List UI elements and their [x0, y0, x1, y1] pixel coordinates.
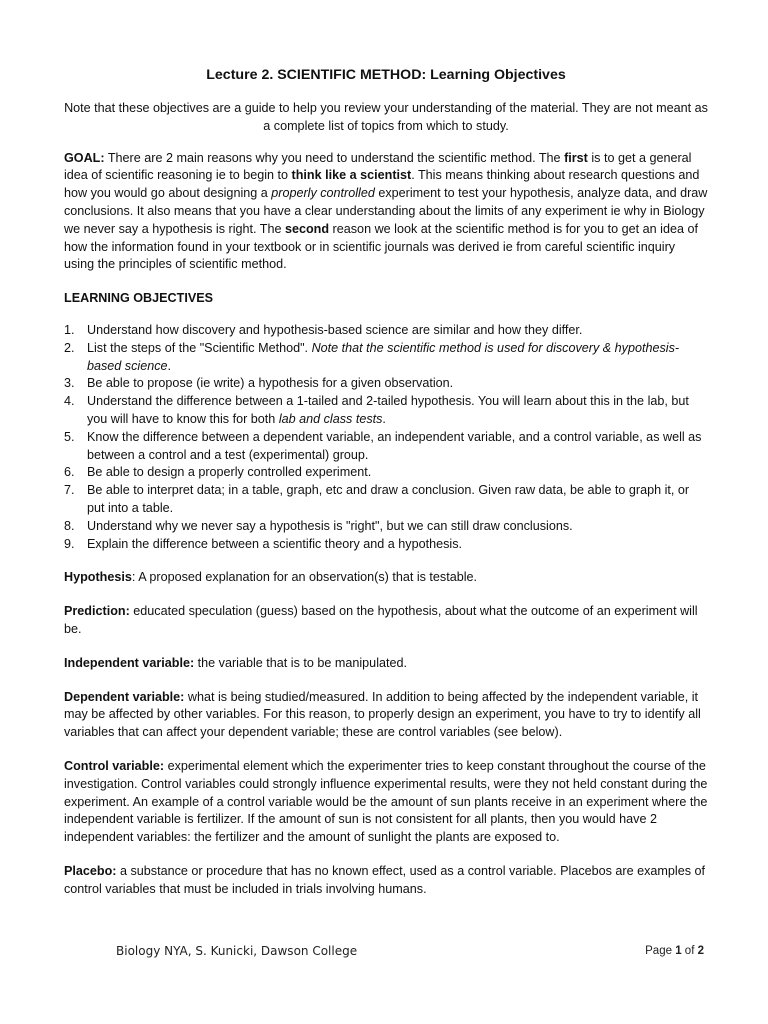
goal-first: first	[564, 150, 588, 165]
objectives-heading: LEARNING OBJECTIVES	[64, 291, 214, 306]
objective-number: 9.	[64, 536, 75, 551]
objective-item	[64, 340, 708, 376]
objective-item	[64, 429, 708, 465]
page-total: 2	[697, 945, 704, 957]
goal-text-4: experiment to test your hypothesis, analyze data, and draw conclusions. It also means that you have a clear understanding about the limits of any experiment ie why in Biology we never say a hypothesis is right. The	[64, 186, 708, 236]
goal-label: GOAL:	[64, 150, 105, 165]
objective-text-end: .	[382, 411, 386, 426]
objective-item	[64, 393, 708, 429]
definition-text: experimental element which the experimenter tries to keep constant throughout the course of the investigation. Control variables could strongly influence experimental results, were they not held constant during the experiment. An example of a control variable would be the amount of sun plants receive in an experiment where the independent variable is fertilizer. If the amount of sun is not consistent for all plants, then you would have 2 independent variables: the fertilizer and the amount of sunlight the plants are exposed to.	[64, 758, 708, 845]
goal-paragraph	[64, 150, 708, 275]
definition-text: the variable that is to be manipulated.	[194, 655, 407, 670]
definition-independent-variable	[64, 655, 708, 673]
definition-term: Dependent variable:	[64, 689, 185, 704]
objective-item	[64, 482, 708, 518]
goal-properly-controlled: properly controlled	[271, 186, 375, 201]
objective-item	[64, 464, 708, 482]
objective-text: Be able to propose (ie write) a hypothesis for a given observation.	[87, 376, 454, 391]
goal-second: second	[284, 221, 330, 236]
definition-text: educated speculation (guess) based on the hypothesis, about what the outcome of an experiment will be.	[64, 604, 698, 636]
objective-italic-note: Note that the scientific method is used for discovery & hypothesis-based science	[87, 340, 680, 373]
definition-term: Control variable:	[64, 758, 165, 773]
goal-text-1: There are 2 main reasons why you need to understand the scientific method. The	[104, 150, 565, 165]
objective-text: Be able to interpret data; in a table, graph, etc and draw a conclusion. Given raw data, be able to graph it, or put into a table.	[87, 483, 690, 515]
objective-italic-note: lab and class tests	[278, 411, 383, 426]
definition-dependent-variable	[64, 689, 708, 742]
definition-placebo	[64, 863, 708, 899]
objective-text: Understand why we never say a hypothesis is "right", but we can still draw conclusions.	[87, 518, 573, 533]
objective-text: Know the difference between a dependent variable, an independent variable, and a control variable, as well as between a control and a test (experimental) group.	[87, 429, 702, 462]
objective-text: List the steps of the "Scientific Method".	[87, 340, 312, 355]
definition-text: what is being studied/measured. In addition to being affected by the independent variable, it may be affected by other variables. For this reason, to properly design an experiment, you have to try to identify all variables that can affect your dependent variable; these are control variables (see below).	[64, 689, 701, 740]
objective-text: Explain the difference between a scientific theory and a hypothesis.	[87, 536, 463, 551]
definition-term: Independent variable:	[64, 655, 195, 670]
objective-number: 5.	[64, 429, 75, 444]
objective-item	[64, 536, 708, 554]
objective-item	[64, 518, 708, 536]
definition-control-variable	[64, 758, 708, 847]
page-current: 1	[675, 945, 682, 957]
definition-term: Hypothesis	[64, 570, 132, 585]
page-label: Page	[645, 945, 676, 957]
page-title: Lecture 2. SCIENTIFIC METHOD: Learning Objectives	[206, 67, 566, 83]
page-content	[64, 66, 708, 914]
objective-number: 2.	[64, 340, 75, 355]
goal-text-5: reason we look at the scientific method is for you to get an idea of how the information found in your textbook or in scientific journals was derived ie from careful scientific inquiry using the principles of scientific method.	[64, 221, 698, 272]
intro-note: Note that these objectives are a guide to help you review your understanding of the material. They are not meant as a complete list of topics from which to study.	[64, 101, 708, 133]
objective-number: 7.	[64, 483, 75, 498]
goal-text-2: is to get a general idea of scientific reasoning ie to begin to	[64, 150, 692, 183]
objective-number: 3.	[64, 376, 75, 391]
objective-text: Understand how discovery and hypothesis-based science are similar and how they differ.	[87, 322, 583, 337]
objective-number: 8.	[64, 518, 75, 533]
objective-item	[64, 322, 708, 340]
definition-prediction	[64, 603, 708, 639]
page-of: of	[681, 945, 698, 957]
footer-page-number	[645, 945, 704, 957]
objective-number: 4.	[64, 394, 75, 409]
definition-term: Prediction:	[64, 604, 130, 619]
footer-course-info: Biology NYA, S. Kunicki, Dawson College	[116, 944, 358, 958]
objectives-list	[64, 322, 708, 553]
definition-hypothesis	[64, 569, 708, 587]
definition-text: a substance or procedure that has no known effect, used as a control variable. Placebos are examples of control variables that must be included in trials involving humans.	[64, 863, 706, 896]
definition-text: : A proposed explanation for an observation(s) that is testable.	[131, 570, 478, 585]
objective-item	[64, 375, 708, 393]
goal-text-3: . This means thinking about research questions and how you would go about designing a	[64, 168, 700, 201]
objective-number: 1.	[64, 322, 75, 337]
objective-number: 6.	[64, 465, 75, 480]
objective-text: Be able to design a properly controlled experiment.	[87, 465, 372, 480]
objective-text: Understand the difference between a 1-tailed and 2-tailed hypothesis. You will learn about this in the lab, but you will have to know this for both	[87, 394, 689, 426]
goal-think-like-scientist: think like a scientist	[291, 168, 412, 183]
objective-text-end: .	[167, 358, 172, 373]
definition-term: Placebo:	[64, 863, 117, 878]
